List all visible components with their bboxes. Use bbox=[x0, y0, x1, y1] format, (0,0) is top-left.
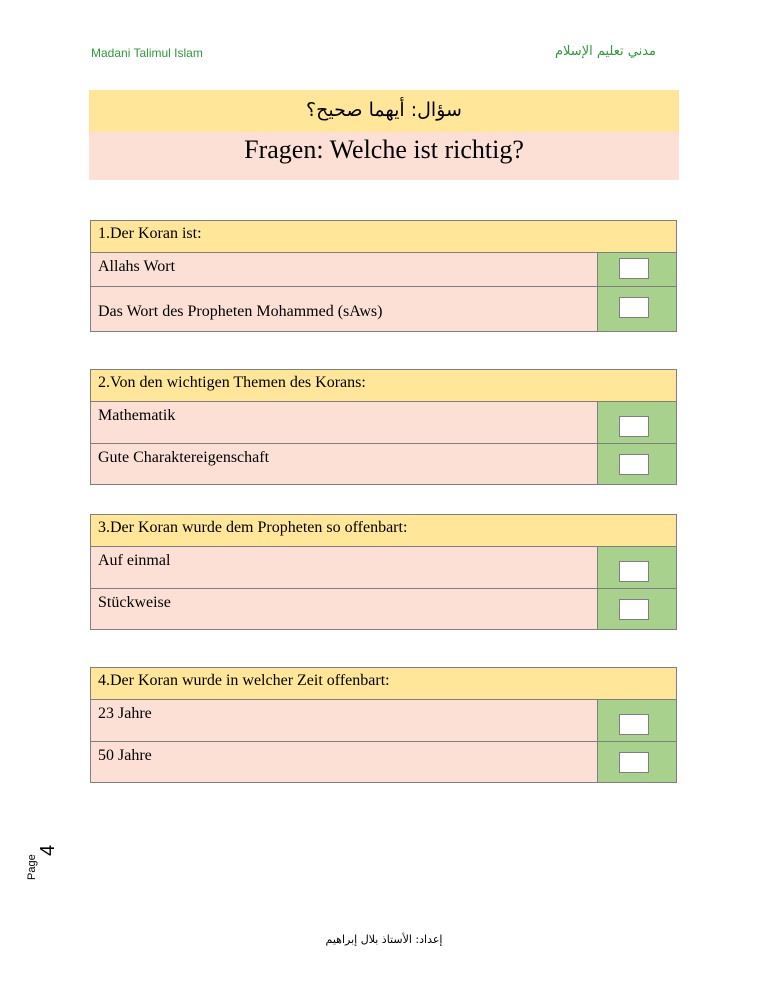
option-row bbox=[91, 253, 676, 287]
header-right-text: مدني تعليم الإسلام bbox=[555, 44, 656, 59]
question-text: 4.Der Koran wurde in welcher Zeit offenbart: bbox=[91, 668, 676, 700]
question-block-3 bbox=[90, 514, 677, 630]
question-text: 2.Von den wichtigen Themen des Korans: bbox=[91, 370, 676, 402]
answer-checkbox[interactable] bbox=[619, 599, 649, 620]
option-row bbox=[91, 589, 676, 629]
option-check-cell bbox=[598, 589, 676, 629]
option-row bbox=[91, 742, 676, 782]
option-check-cell bbox=[598, 547, 676, 588]
answer-checkbox[interactable] bbox=[619, 454, 649, 475]
footer-author: إعداد: الأستاذ بلال إبراهيم bbox=[325, 933, 443, 946]
answer-checkbox[interactable] bbox=[619, 258, 649, 279]
answer-checkbox[interactable] bbox=[619, 561, 649, 582]
option-text: Mathematik bbox=[91, 402, 598, 443]
option-text: 23 Jahre bbox=[91, 700, 598, 741]
option-check-cell bbox=[598, 444, 676, 484]
question-block-4 bbox=[90, 667, 677, 783]
page-number: 4 bbox=[37, 844, 59, 856]
option-text: Allahs Wort bbox=[91, 253, 598, 286]
title-box bbox=[89, 90, 679, 180]
option-row bbox=[91, 402, 676, 444]
option-check-cell bbox=[598, 700, 676, 741]
option-check-cell bbox=[598, 402, 676, 443]
title-german: Fragen: Welche ist richtig? bbox=[89, 132, 679, 180]
option-text: Stückweise bbox=[91, 589, 598, 629]
answer-checkbox[interactable] bbox=[619, 752, 649, 773]
option-text: Das Wort des Propheten Mohammed (sAws) bbox=[91, 287, 598, 331]
option-row bbox=[91, 547, 676, 589]
question-text: 1.Der Koran ist: bbox=[91, 221, 676, 253]
option-check-cell bbox=[598, 253, 676, 286]
page-label-text: Page bbox=[26, 854, 38, 880]
option-check-cell bbox=[598, 287, 676, 331]
question-block-2 bbox=[90, 369, 677, 485]
answer-checkbox[interactable] bbox=[619, 416, 649, 437]
header-left-text: Madani Talimul Islam bbox=[91, 46, 203, 60]
option-row bbox=[91, 444, 676, 484]
option-row bbox=[91, 287, 676, 331]
answer-checkbox[interactable] bbox=[619, 714, 649, 735]
question-block-1 bbox=[90, 220, 677, 332]
option-text: Gute Charaktereigenschaft bbox=[91, 444, 598, 484]
title-arabic: سؤال: أيهما صحيح؟ bbox=[89, 90, 679, 132]
page-number-label bbox=[26, 844, 76, 898]
option-text: 50 Jahre bbox=[91, 742, 598, 782]
option-check-cell bbox=[598, 742, 676, 782]
option-row bbox=[91, 700, 676, 742]
answer-checkbox[interactable] bbox=[619, 297, 649, 318]
option-text: Auf einmal bbox=[91, 547, 598, 588]
question-text: 3.Der Koran wurde dem Propheten so offenbart: bbox=[91, 515, 676, 547]
